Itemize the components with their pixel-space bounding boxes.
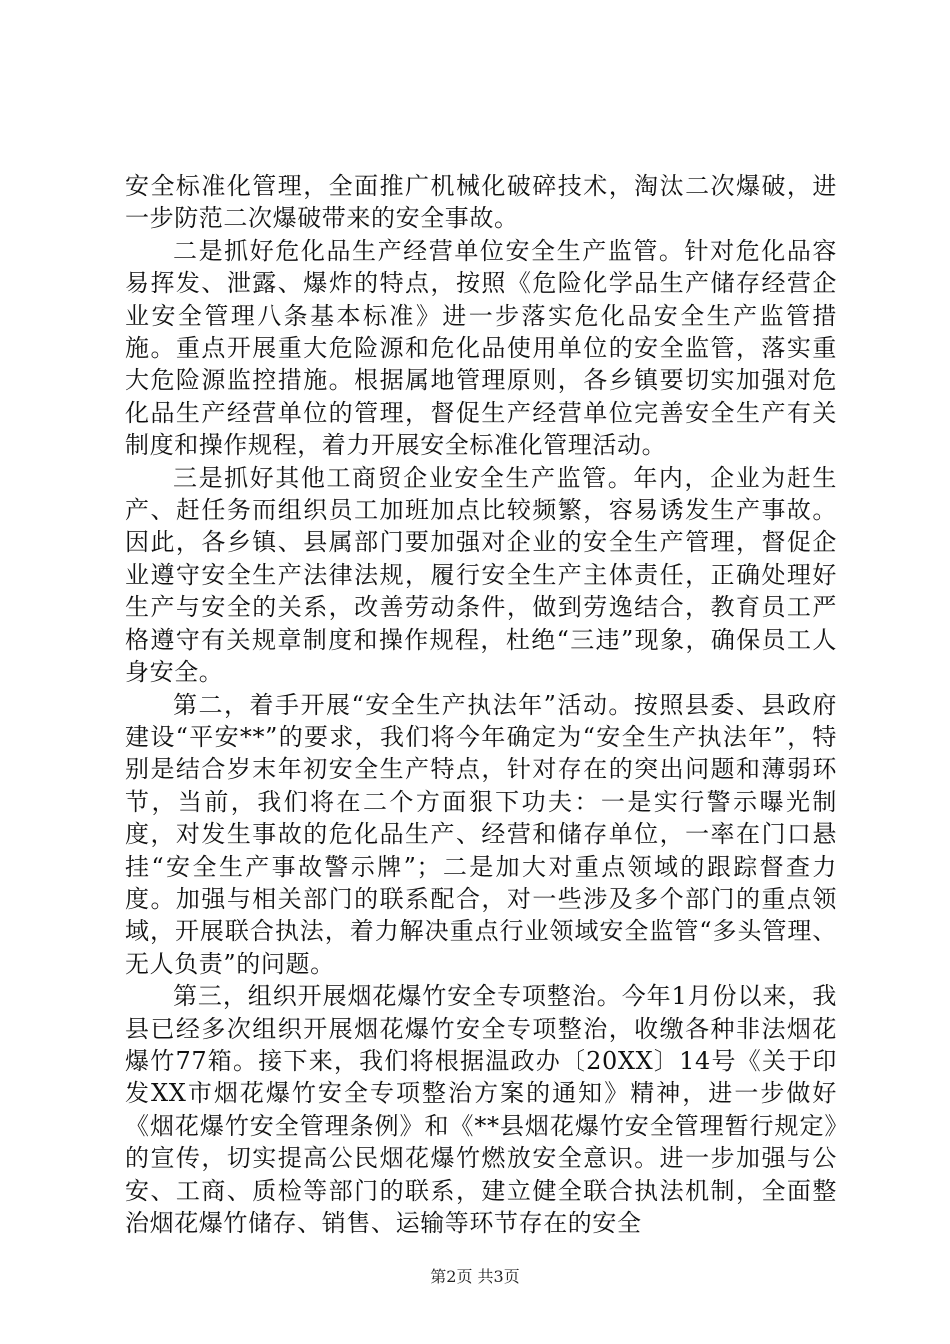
paragraph-5: 第三，组织开展烟花爆竹安全专项整治。今年1月份以来，我县已经多次组织开展烟花爆竹安全专项整治，收缴各种非法烟花爆竹77箱。接下来，我们将根据温政办〔20XX〕14号《关于印发XX市烟花爆竹安全专项整治方案的通知》精神，进一步做好《烟花爆竹安全管理条例》和《**县烟花爆竹安全管理暂行规定》的宣传，切实提高公民烟花爆竹燃放安全意识。进一步加强与公安、工商、质检等部门的联系，建立健全联合执法机制，全面整治烟花爆竹储存、销售、运输等环节存在的安全 <box>125 982 837 1237</box>
paragraph-3: 三是抓好其他工商贸企业安全生产监管。年内，企业为赶生产、赶任务而组织员工加班加点比较频繁，容易诱发生产事故。因此，各乡镇、县属部门要加强对企业的安全生产管理，督促企业遵守安全生产法律法规，履行安全生产主体责任，正确处理好生产与安全的关系，改善劳动条件，做到劳逸结合，教育员工严格遵守有关规章制度和操作规程，杜绝“三违”现象，确保员工人身安全。 <box>125 463 837 687</box>
document-body <box>125 170 837 1239</box>
paragraph-1: 安全标准化管理，全面推广机械化破碎技术，淘汰二次爆破，进一步防范二次爆破带来的安全事故。 <box>125 172 837 233</box>
paragraph-2: 二是抓好危化品生产经营单位安全生产监管。针对危化品容易挥发、泄露、爆炸的特点，按照《危险化学品生产储存经营企业安全管理八条基本标准》进一步落实危化品安全生产监管措施。重点开展重大危险源和危化品使用单位的安全监管，落实重大危险源监控措施。根据属地管理原则，各乡镇要切实加强对危化品生产经营单位的管理，督促生产经营单位完善安全生产有关制度和操作规程，着力开展安全标准化管理活动。 <box>125 236 837 460</box>
page-footer: 第2页 共3页 <box>430 1267 520 1286</box>
paragraph-4: 第二，着手开展“安全生产执法年”活动。按照县委、县政府建设“平安**”的要求，我们将今年确定为“安全生产执法年”，特别是结合岁末年初安全生产特点，针对存在的突出问题和薄弱环节，当前，我们将在二个方面狠下功夫：一是实行警示曝光制度，对发生事故的危化品生产、经营和储存单位，一率在门口悬挂“安全生产事故警示牌”；二是加大对重点领域的跟踪督查力度。加强与相关部门的联系配合，对一些涉及多个部门的重点领域，开展联合执法，着力解决重点行业领域安全监管“多头管理、无人负责”的问题。 <box>125 690 837 978</box>
